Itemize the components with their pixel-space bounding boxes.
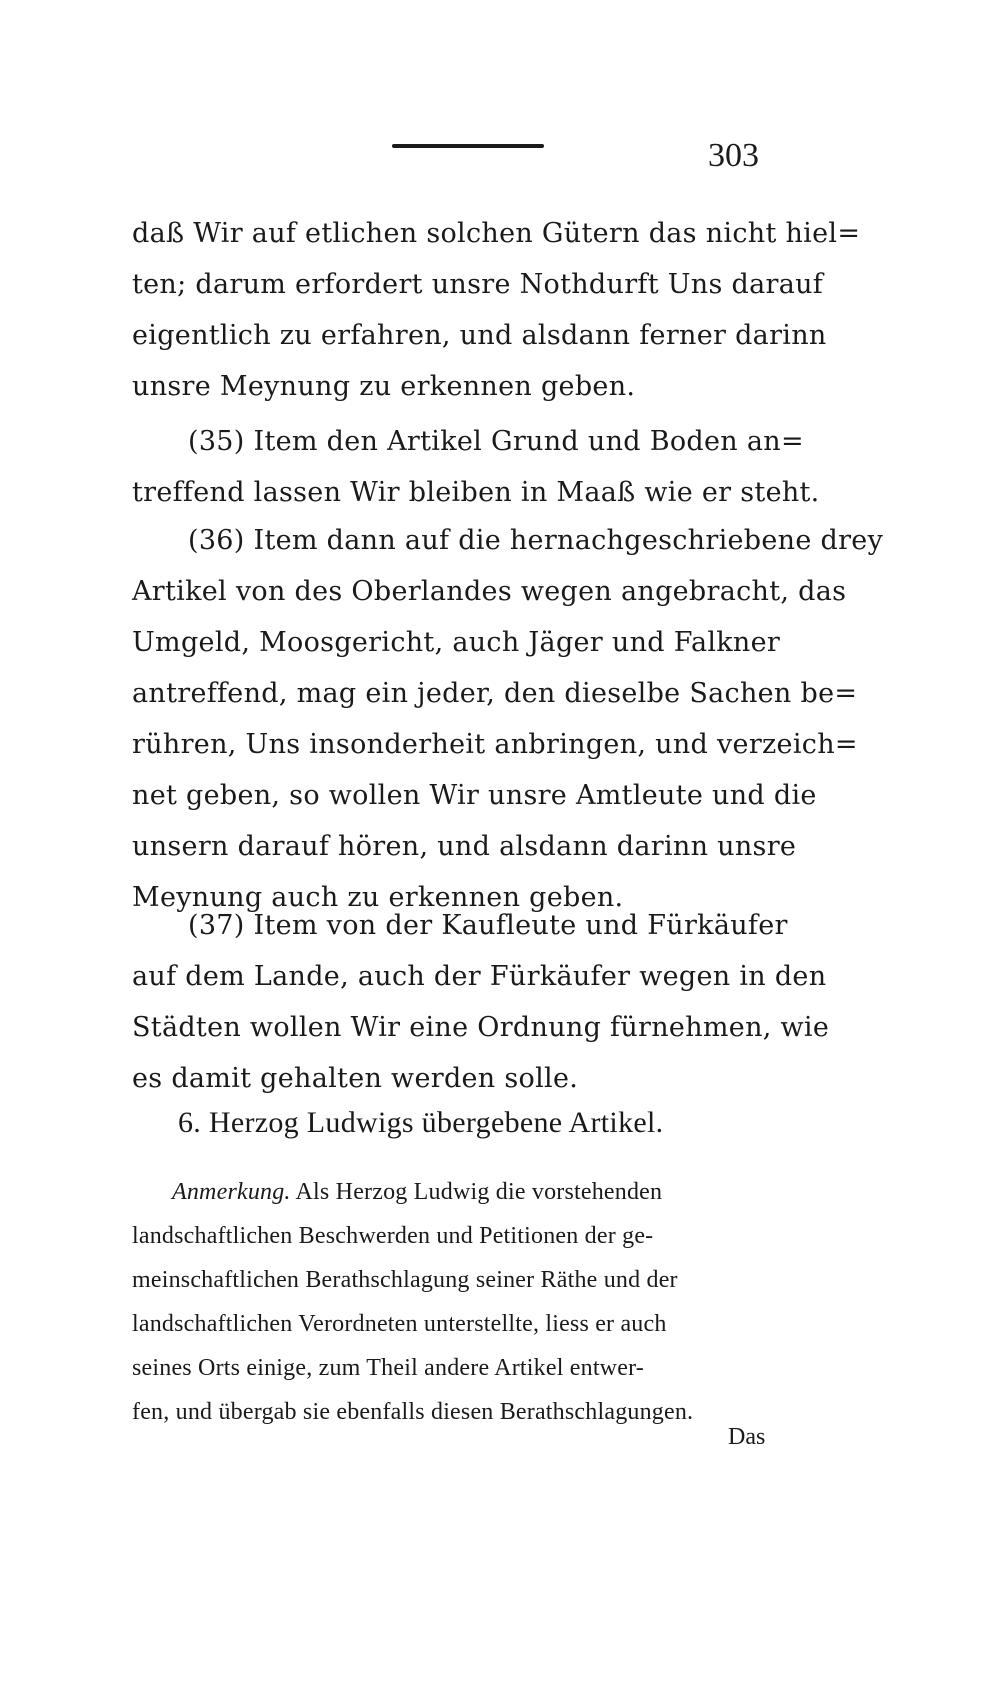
text-line: (35) Item den Artikel Grund und Boden an=	[188, 426, 804, 457]
text-line: (36) Item dann auf die hernachgeschriebene drey	[188, 525, 884, 556]
paragraph-continuation	[132, 208, 861, 412]
paragraph-35	[132, 416, 832, 518]
text-line: unsre Meynung zu erkennen geben.	[132, 371, 636, 402]
text-line: daß Wir auf etlichen solchen Gütern das nicht hiel=	[132, 218, 861, 249]
text-line: ten; darum erfordert unsre Nothdurft Uns darauf	[132, 269, 824, 300]
page-number: 303	[708, 137, 759, 174]
text-line: Umgeld, Moosgericht, auch Jäger und Falkner	[132, 627, 781, 658]
annotation-note	[132, 1170, 832, 1434]
text-line: net geben, so wollen Wir unsre Amtleute und die	[132, 780, 817, 811]
note-line: meinschaftlichen Berathschlagung seiner Räthe und der	[132, 1267, 678, 1293]
text-line: es damit gehalten werden solle.	[132, 1063, 579, 1094]
note-line: seines Orts einige, zum Theil andere Artikel entwer-	[132, 1355, 644, 1381]
note-line: landschaftlichen Verordneten unterstellte, liess er auch	[132, 1311, 667, 1337]
text-line: Artikel von des Oberlandes wegen angebracht, das	[132, 576, 847, 607]
note-lead: Anmerkung.	[172, 1179, 291, 1205]
text-line: Städten wollen Wir eine Ordnung fürnehmen, wie	[132, 1012, 830, 1043]
text-line: (37) Item von der Kaufleute und Fürkäufer	[188, 910, 788, 941]
note-first-text: Als Herzog Ludwig die vorstehenden	[290, 1179, 663, 1205]
text-line: rühren, Uns insonderheit anbringen, und verzeich=	[132, 729, 858, 760]
catchword: Das	[728, 1424, 766, 1450]
text-line: eigentlich zu erfahren, und alsdann ferner darinn	[132, 320, 827, 351]
note-line: fen, und übergab sie ebenfalls diesen Berathschlagungen.	[132, 1399, 694, 1425]
text-line: Meynung auch zu erkennen geben.	[132, 882, 624, 913]
paragraph-37	[132, 900, 832, 1104]
note-first-line	[132, 1170, 832, 1214]
header-rule	[392, 144, 544, 148]
text-line: treffend lassen Wir bleiben in Maaß wie er steht.	[132, 477, 820, 508]
note-line: landschaftlichen Beschwerden und Petitionen der ge-	[132, 1223, 654, 1249]
text-line: antreffend, mag ein jeder, den dieselbe Sachen be=	[132, 678, 858, 709]
paragraph-36	[132, 515, 884, 923]
text-line: unsern darauf hören, und alsdann darinn unsre	[132, 831, 797, 862]
section-heading: 6. Herzog Ludwigs übergebene Artikel.	[178, 1106, 664, 1139]
text-line: auf dem Lande, auch der Fürkäufer wegen in den	[132, 961, 827, 992]
